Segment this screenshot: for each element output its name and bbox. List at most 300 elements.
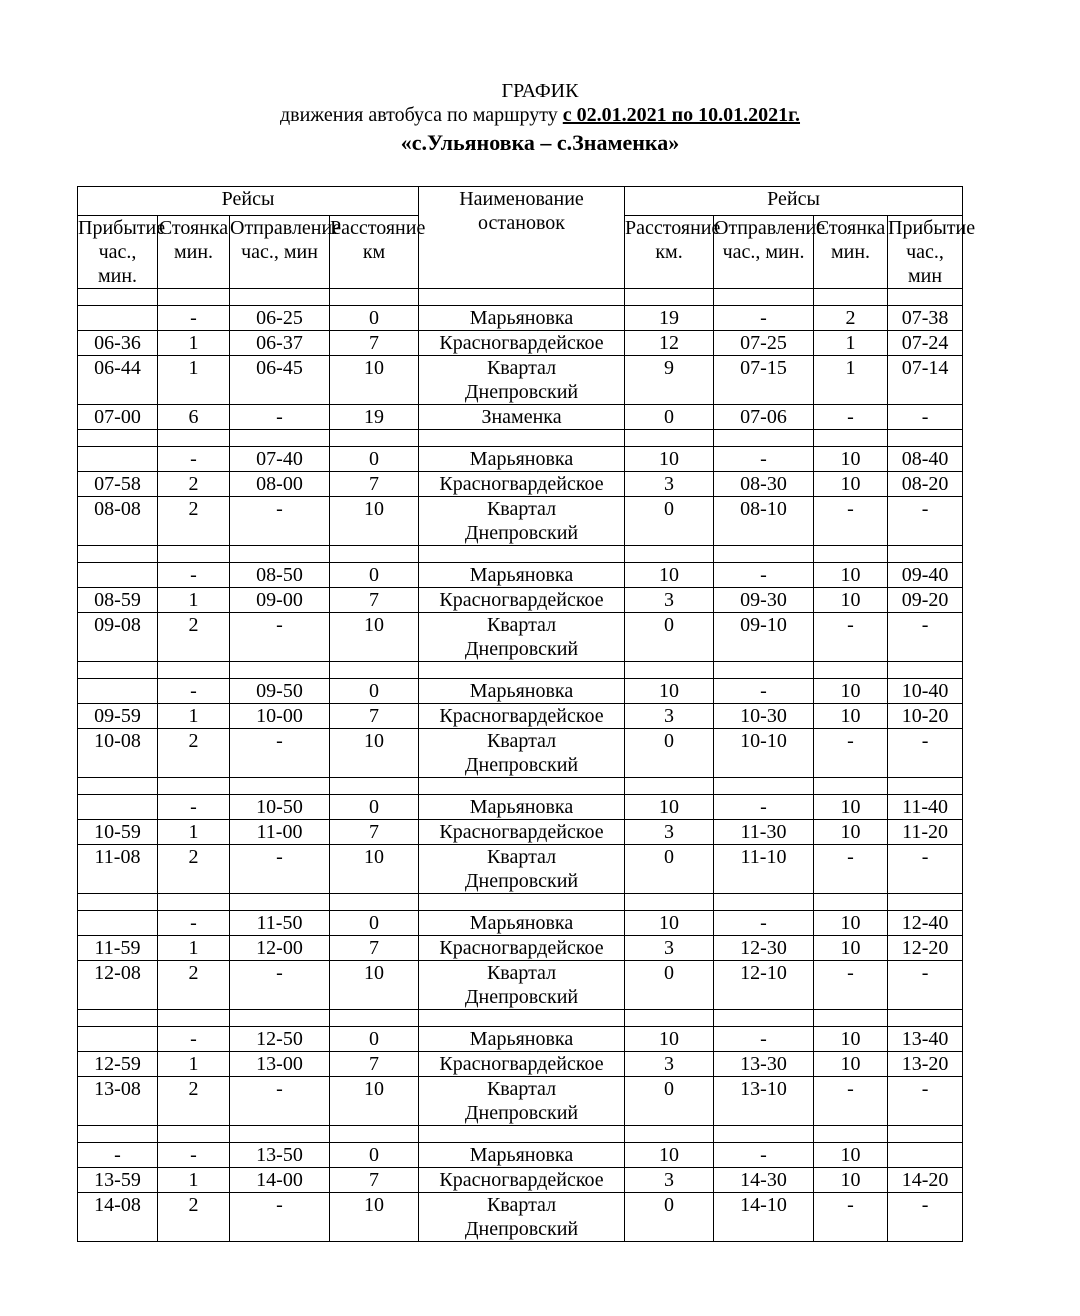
distance-cell: 0: [330, 795, 419, 820]
distance-cell: 7: [330, 1168, 419, 1193]
separator-cell: [330, 778, 419, 795]
separator-cell: [625, 289, 714, 306]
separator-cell: [330, 894, 419, 911]
stop-name-cell: Красногвардейское: [419, 1052, 625, 1077]
distance-return-cell: 0: [625, 1077, 714, 1126]
table-row: [78, 795, 963, 820]
stop-name-cell: Марьяновка: [419, 1143, 625, 1168]
stop-name-cell: Марьяновка: [419, 795, 625, 820]
departure-return-cell: 10-10: [714, 729, 814, 778]
stop-name-cell: Красногвардейское: [419, 820, 625, 845]
arrival-return-cell: 07-14: [888, 356, 963, 405]
distance-return-cell: 3: [625, 820, 714, 845]
separator-cell: [714, 778, 814, 795]
distance-cell: 10: [330, 1193, 419, 1242]
stop-name-cell: Квартал Днепровский: [419, 1077, 625, 1126]
table-row: [78, 1077, 963, 1126]
separator-cell: [78, 546, 158, 563]
schedule-period: с 02.01.2021 по 10.01.2021г.: [562, 104, 801, 126]
col-header-departure-return: Отправление час., мин.: [714, 216, 814, 289]
departure-return-cell: 12-10: [714, 961, 814, 1010]
departure-return-cell: 08-10: [714, 497, 814, 546]
separator-cell: [814, 662, 888, 679]
stop-time-return-cell: -: [814, 729, 888, 778]
left-trips-header: Рейсы: [78, 187, 419, 216]
arrival-return-cell: -: [888, 497, 963, 546]
arrival-cell: [78, 306, 158, 331]
departure-return-cell: -: [714, 911, 814, 936]
arrival-cell: 10-08: [78, 729, 158, 778]
separator-cell: [714, 894, 814, 911]
table-row: [78, 1193, 963, 1242]
stop-time-return-cell: -: [814, 1193, 888, 1242]
separator-cell: [714, 430, 814, 447]
group-separator-row: [78, 778, 963, 795]
stop-name-cell: Красногвардейское: [419, 472, 625, 497]
col-header-distance-return: Расстояние км.: [625, 216, 714, 289]
departure-cell: -: [230, 497, 330, 546]
departure-return-cell: 10-30: [714, 704, 814, 729]
stop-time-cell: 1: [158, 1052, 230, 1077]
departure-return-cell: -: [714, 1143, 814, 1168]
stop-time-return-cell: 10: [814, 820, 888, 845]
distance-cell: 0: [330, 306, 419, 331]
arrival-cell: 08-08: [78, 497, 158, 546]
arrival-cell: [78, 911, 158, 936]
table-row: [78, 306, 963, 331]
separator-cell: [625, 430, 714, 447]
stop-time-return-cell: -: [814, 1077, 888, 1126]
arrival-cell: 09-08: [78, 613, 158, 662]
separator-cell: [888, 778, 963, 795]
arrival-return-cell: 08-20: [888, 472, 963, 497]
distance-return-cell: 10: [625, 447, 714, 472]
departure-return-cell: -: [714, 563, 814, 588]
table-row: [78, 331, 963, 356]
separator-cell: [419, 1126, 625, 1143]
route-name: «с.Ульяновка – с.Знаменка»: [400, 130, 680, 155]
separator-cell: [714, 1126, 814, 1143]
stop-name-cell: Марьяновка: [419, 306, 625, 331]
distance-cell: 10: [330, 613, 419, 662]
stop-time-return-cell: 1: [814, 331, 888, 356]
separator-cell: [814, 430, 888, 447]
departure-return-cell: 14-10: [714, 1193, 814, 1242]
separator-cell: [330, 430, 419, 447]
distance-cell: 7: [330, 820, 419, 845]
stop-name-cell: Квартал Днепровский: [419, 356, 625, 405]
distance-return-cell: 3: [625, 588, 714, 613]
stop-time-return-cell: 10: [814, 936, 888, 961]
distance-cell: 7: [330, 704, 419, 729]
stop-time-cell: 1: [158, 936, 230, 961]
departure-cell: 09-50: [230, 679, 330, 704]
table-row: [78, 911, 963, 936]
group-separator-row: [78, 1126, 963, 1143]
separator-cell: [888, 1010, 963, 1027]
arrival-cell: 13-08: [78, 1077, 158, 1126]
departure-return-cell: -: [714, 447, 814, 472]
distance-return-cell: 12: [625, 331, 714, 356]
departure-cell: -: [230, 613, 330, 662]
arrival-cell: [78, 795, 158, 820]
arrival-return-cell: 12-40: [888, 911, 963, 936]
separator-cell: [419, 1010, 625, 1027]
stop-name-cell: Марьяновка: [419, 911, 625, 936]
arrival-cell: [78, 679, 158, 704]
arrival-return-cell: 13-20: [888, 1052, 963, 1077]
stop-name-cell: Марьяновка: [419, 1027, 625, 1052]
table-row: [78, 588, 963, 613]
arrival-cell: 06-36: [78, 331, 158, 356]
separator-cell: [714, 662, 814, 679]
stop-time-return-cell: -: [814, 613, 888, 662]
separator-cell: [888, 894, 963, 911]
distance-return-cell: 0: [625, 405, 714, 430]
departure-cell: 06-37: [230, 331, 330, 356]
stop-time-cell: -: [158, 306, 230, 331]
table-row: [78, 405, 963, 430]
stop-time-cell: 2: [158, 1077, 230, 1126]
departure-cell: 10-00: [230, 704, 330, 729]
departure-return-cell: 07-06: [714, 405, 814, 430]
distance-return-cell: 3: [625, 1168, 714, 1193]
group-separator-row: [78, 662, 963, 679]
departure-return-cell: -: [714, 679, 814, 704]
separator-cell: [419, 289, 625, 306]
right-trips-header: Рейсы: [625, 187, 963, 216]
table-row: [78, 497, 963, 546]
separator-cell: [158, 430, 230, 447]
stop-time-return-cell: 10: [814, 911, 888, 936]
stop-time-cell: 1: [158, 356, 230, 405]
document-subtitle: [0, 104, 1080, 127]
separator-cell: [888, 1126, 963, 1143]
distance-return-cell: 19: [625, 306, 714, 331]
arrival-cell: 07-00: [78, 405, 158, 430]
stop-name-cell: Марьяновка: [419, 679, 625, 704]
distance-cell: 0: [330, 1143, 419, 1168]
separator-cell: [78, 1010, 158, 1027]
separator-cell: [78, 289, 158, 306]
separator-cell: [158, 894, 230, 911]
table-row: [78, 704, 963, 729]
separator-cell: [814, 778, 888, 795]
arrival-return-cell: 13-40: [888, 1027, 963, 1052]
distance-cell: 0: [330, 447, 419, 472]
departure-return-cell: 07-25: [714, 331, 814, 356]
stop-time-return-cell: 1: [814, 356, 888, 405]
departure-return-cell: 13-30: [714, 1052, 814, 1077]
stop-time-return-cell: -: [814, 961, 888, 1010]
table-row: [78, 729, 963, 778]
col-header-arrival-return: Прибытие час., мин: [888, 217, 976, 287]
separator-cell: [625, 662, 714, 679]
separator-cell: [625, 894, 714, 911]
departure-cell: 07-40: [230, 447, 330, 472]
separator-cell: [888, 662, 963, 679]
stop-time-return-cell: 10: [814, 679, 888, 704]
stop-time-return-cell: -: [814, 845, 888, 894]
separator-cell: [714, 1010, 814, 1027]
arrival-cell: 14-08: [78, 1193, 158, 1242]
separator-cell: [714, 546, 814, 563]
separator-cell: [419, 546, 625, 563]
arrival-cell: 11-59: [78, 936, 158, 961]
arrival-return-cell: 11-40: [888, 795, 963, 820]
arrival-return-cell: -: [888, 1077, 963, 1126]
distance-cell: 7: [330, 331, 419, 356]
table-row: [78, 613, 963, 662]
distance-return-cell: 0: [625, 845, 714, 894]
distance-cell: 0: [330, 911, 419, 936]
col-header-arrival: Прибытие час., мин.: [78, 217, 166, 287]
stop-name-cell: Квартал Днепровский: [419, 961, 625, 1010]
separator-cell: [814, 546, 888, 563]
stop-time-cell: 2: [158, 1193, 230, 1242]
arrival-cell: [78, 447, 158, 472]
separator-cell: [158, 1010, 230, 1027]
departure-return-cell: 13-10: [714, 1077, 814, 1126]
table-row: [78, 1168, 963, 1193]
stop-time-cell: 1: [158, 588, 230, 613]
stop-time-cell: 2: [158, 729, 230, 778]
distance-cell: 10: [330, 1077, 419, 1126]
stop-time-return-cell: 10: [814, 1143, 888, 1168]
stop-name-cell: Квартал Днепровский: [419, 729, 625, 778]
arrival-return-cell: 11-20: [888, 820, 963, 845]
stop-time-return-cell: 10: [814, 447, 888, 472]
stop-time-cell: -: [158, 447, 230, 472]
separator-cell: [814, 894, 888, 911]
separator-cell: [419, 662, 625, 679]
separator-cell: [230, 894, 330, 911]
table-row: [78, 472, 963, 497]
arrival-return-cell: -: [888, 1193, 963, 1242]
separator-cell: [230, 1126, 330, 1143]
distance-return-cell: 0: [625, 1193, 714, 1242]
col-header-distance: Расстояние км: [330, 216, 419, 289]
departure-return-cell: 11-30: [714, 820, 814, 845]
separator-cell: [78, 894, 158, 911]
arrival-cell: 12-08: [78, 961, 158, 1010]
group-separator-row: [78, 1010, 963, 1027]
separator-cell: [888, 430, 963, 447]
departure-cell: -: [230, 961, 330, 1010]
separator-cell: [330, 1010, 419, 1027]
departure-cell: 12-00: [230, 936, 330, 961]
stop-time-return-cell: 10: [814, 1027, 888, 1052]
separator-cell: [625, 546, 714, 563]
stop-time-cell: 2: [158, 961, 230, 1010]
departure-return-cell: -: [714, 1027, 814, 1052]
table-row: [78, 1027, 963, 1052]
departure-return-cell: 07-15: [714, 356, 814, 405]
distance-return-cell: 0: [625, 961, 714, 1010]
departure-return-cell: 11-10: [714, 845, 814, 894]
separator-cell: [78, 662, 158, 679]
table-row: [78, 961, 963, 1010]
distance-cell: 7: [330, 588, 419, 613]
separator-cell: [78, 430, 158, 447]
separator-cell: [158, 289, 230, 306]
stop-time-cell: 2: [158, 613, 230, 662]
departure-return-cell: 09-30: [714, 588, 814, 613]
stop-time-return-cell: 10: [814, 795, 888, 820]
separator-cell: [78, 1126, 158, 1143]
arrival-cell: [78, 563, 158, 588]
distance-return-cell: 10: [625, 911, 714, 936]
distance-cell: 7: [330, 1052, 419, 1077]
separator-cell: [230, 546, 330, 563]
separator-cell: [158, 1126, 230, 1143]
separator-cell: [330, 546, 419, 563]
separator-cell: [158, 778, 230, 795]
stop-time-return-cell: 2: [814, 306, 888, 331]
departure-cell: -: [230, 405, 330, 430]
departure-cell: 10-50: [230, 795, 330, 820]
separator-cell: [230, 1010, 330, 1027]
stop-name-cell: Квартал Днепровский: [419, 497, 625, 546]
arrival-cell: 10-59: [78, 820, 158, 845]
departure-cell: -: [230, 729, 330, 778]
stop-name-cell: Красногвардейское: [419, 1168, 625, 1193]
separator-cell: [419, 894, 625, 911]
departure-cell: 11-50: [230, 911, 330, 936]
group-separator-row: [78, 894, 963, 911]
distance-return-cell: 3: [625, 704, 714, 729]
distance-cell: 0: [330, 563, 419, 588]
separator-cell: [230, 430, 330, 447]
departure-cell: 06-45: [230, 356, 330, 405]
separator-cell: [814, 1010, 888, 1027]
departure-return-cell: 08-30: [714, 472, 814, 497]
distance-return-cell: 10: [625, 1027, 714, 1052]
distance-cell: 10: [330, 356, 419, 405]
stop-time-cell: -: [158, 1143, 230, 1168]
departure-cell: 06-25: [230, 306, 330, 331]
arrival-cell: 13-59: [78, 1168, 158, 1193]
arrival-cell: 09-59: [78, 704, 158, 729]
departure-cell: -: [230, 1193, 330, 1242]
distance-return-cell: 10: [625, 679, 714, 704]
departure-cell: 14-00: [230, 1168, 330, 1193]
stop-time-return-cell: 10: [814, 588, 888, 613]
departure-cell: -: [230, 845, 330, 894]
distance-cell: 7: [330, 472, 419, 497]
distance-return-cell: 10: [625, 795, 714, 820]
document-title: ГРАФИК: [501, 80, 579, 102]
departure-return-cell: 12-30: [714, 936, 814, 961]
arrival-return-cell: -: [888, 961, 963, 1010]
group-separator-row: [78, 430, 963, 447]
table-row: [78, 1052, 963, 1077]
distance-cell: 7: [330, 936, 419, 961]
arrival-return-cell: -: [888, 729, 963, 778]
group-separator-row: [78, 289, 963, 306]
arrival-return-cell: 10-20: [888, 704, 963, 729]
stop-time-cell: 1: [158, 1168, 230, 1193]
arrival-return-cell: 10-40: [888, 679, 963, 704]
separator-cell: [330, 1126, 419, 1143]
separator-cell: [814, 289, 888, 306]
departure-cell: -: [230, 1077, 330, 1126]
arrival-return-cell: 09-20: [888, 588, 963, 613]
distance-cell: 10: [330, 961, 419, 1010]
table-row: [78, 1143, 963, 1168]
arrival-return-cell: 08-40: [888, 447, 963, 472]
separator-cell: [230, 289, 330, 306]
stop-name-cell: Квартал Днепровский: [419, 845, 625, 894]
arrival-return-cell: -: [888, 405, 963, 430]
separator-cell: [330, 662, 419, 679]
stop-name-cell: Марьяновка: [419, 447, 625, 472]
arrival-return-cell: 14-20: [888, 1168, 963, 1193]
distance-cell: 10: [330, 497, 419, 546]
distance-cell: 10: [330, 729, 419, 778]
stop-time-cell: 2: [158, 845, 230, 894]
table-row: [78, 447, 963, 472]
separator-cell: [625, 1010, 714, 1027]
arrival-return-cell: 12-20: [888, 936, 963, 961]
stop-time-return-cell: -: [814, 497, 888, 546]
group-separator-row: [78, 546, 963, 563]
arrival-cell: 06-44: [78, 356, 158, 405]
col-header-stop-time: Стоянка мин.: [158, 216, 230, 289]
separator-cell: [419, 430, 625, 447]
distance-return-cell: 3: [625, 936, 714, 961]
departure-cell: 08-50: [230, 563, 330, 588]
distance-return-cell: 0: [625, 729, 714, 778]
table-row: [78, 845, 963, 894]
distance-return-cell: 3: [625, 472, 714, 497]
table-row: [78, 356, 963, 405]
arrival-return-cell: 09-40: [888, 563, 963, 588]
separator-cell: [814, 1126, 888, 1143]
schedule-table: [77, 186, 976, 1242]
stop-time-cell: 6: [158, 405, 230, 430]
stop-time-cell: 1: [158, 704, 230, 729]
departure-return-cell: 14-30: [714, 1168, 814, 1193]
arrival-cell: 11-08: [78, 845, 158, 894]
distance-cell: 10: [330, 845, 419, 894]
subtitle-prefix: движения автобуса по маршруту: [279, 104, 558, 126]
distance-return-cell: 10: [625, 1143, 714, 1168]
arrival-cell: 08-59: [78, 588, 158, 613]
stop-time-cell: -: [158, 679, 230, 704]
stop-time-cell: -: [158, 1027, 230, 1052]
arrival-cell: -: [78, 1143, 158, 1168]
stop-name-cell: Красногвардейское: [419, 331, 625, 356]
col-header-departure: Отправление час., мин: [230, 216, 330, 289]
separator-cell: [888, 546, 963, 563]
stop-time-return-cell: 10: [814, 704, 888, 729]
separator-cell: [158, 546, 230, 563]
departure-return-cell: -: [714, 795, 814, 820]
distance-cell: 0: [330, 679, 419, 704]
stop-time-cell: 1: [158, 331, 230, 356]
arrival-cell: [78, 1027, 158, 1052]
departure-return-cell: -: [714, 306, 814, 331]
arrival-cell: 07-58: [78, 472, 158, 497]
separator-cell: [625, 778, 714, 795]
separator-cell: [888, 289, 963, 306]
departure-cell: 09-00: [230, 588, 330, 613]
distance-cell: 19: [330, 405, 419, 430]
departure-cell: 11-00: [230, 820, 330, 845]
table-row: [78, 679, 963, 704]
departure-cell: 12-50: [230, 1027, 330, 1052]
